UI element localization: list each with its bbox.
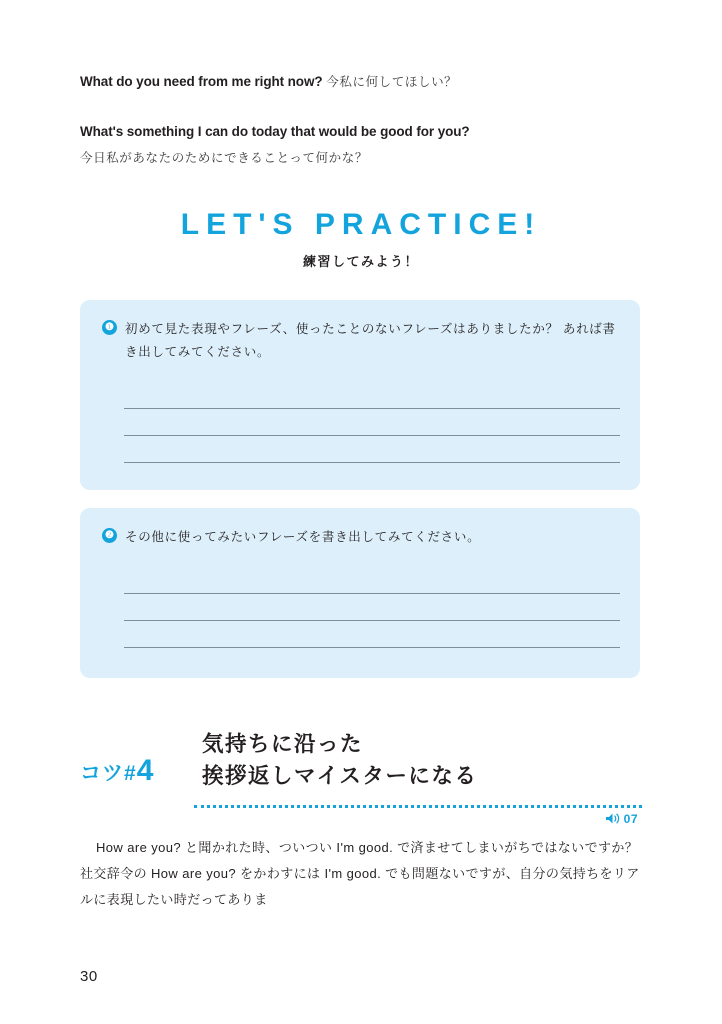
- writing-line[interactable]: [124, 567, 620, 594]
- practice-prompt-text: その他に使ってみたいフレーズを書き出してみてください。: [125, 530, 481, 544]
- question-english: What do you need from me right now?: [80, 74, 323, 89]
- question-english: What's something I can do today that would be good for you?: [80, 123, 470, 139]
- writing-lines[interactable]: [124, 382, 618, 463]
- question-item: [80, 72, 642, 92]
- writing-lines[interactable]: [124, 567, 618, 648]
- question-block: [80, 72, 642, 166]
- tip-header: [80, 728, 642, 793]
- question-japanese: 今私に何してほしい？: [326, 75, 458, 89]
- tip-section: [80, 728, 642, 913]
- practice-box-2: [80, 508, 640, 678]
- tip-title: [202, 728, 477, 793]
- writing-line[interactable]: [124, 594, 620, 621]
- writing-line[interactable]: [124, 382, 620, 409]
- practice-heading-english: LET'S PRACTICE!: [180, 208, 542, 241]
- writing-line[interactable]: [124, 621, 620, 648]
- practice-prompt-row: [102, 526, 618, 549]
- practice-prompt-text: 初めて見た表現やフレーズ、使ったことのないフレーズはありましたか？ あれば書き出してみてください。: [125, 322, 616, 360]
- writing-line[interactable]: [124, 436, 620, 463]
- page-number: 30: [80, 968, 98, 985]
- tip-title-line-1: 気持ちに沿った: [202, 732, 364, 756]
- tip-label: [80, 753, 202, 793]
- tip-number: 4: [136, 753, 155, 787]
- speaker-icon: [605, 812, 620, 827]
- tip-title-line-2: 挨拶返しマイスターになる: [202, 764, 478, 789]
- tip-hash: #: [124, 761, 137, 785]
- question-item: [80, 122, 642, 142]
- writing-line[interactable]: [124, 409, 620, 436]
- audio-track-marker: [80, 812, 638, 827]
- dotted-divider: [194, 805, 642, 808]
- practice-prompt-row: [102, 318, 618, 364]
- audio-track-number: 07: [623, 812, 638, 826]
- spacer: [80, 96, 642, 122]
- practice-number-badge: ❷: [102, 528, 117, 543]
- tip-body-text: [80, 835, 642, 913]
- practice-heading: [80, 208, 642, 270]
- question-japanese: 今日私があなたのためにできることって何かな？: [80, 151, 368, 166]
- practice-box-1: [80, 300, 640, 490]
- practice-heading-japanese: 練習してみよう！: [302, 254, 419, 269]
- tip-body-content: How are you? と聞かれた時、ついつい I'm good. で済ませてしまいがちではないですか？ 社交辞令の How are you? をかわすには I'm good. でも問題ないですが、自分の気持ちをリアルに表現したい時だってありま: [80, 839, 640, 907]
- tip-label-text: コツ: [80, 761, 124, 785]
- practice-number-badge: ❶: [102, 320, 117, 335]
